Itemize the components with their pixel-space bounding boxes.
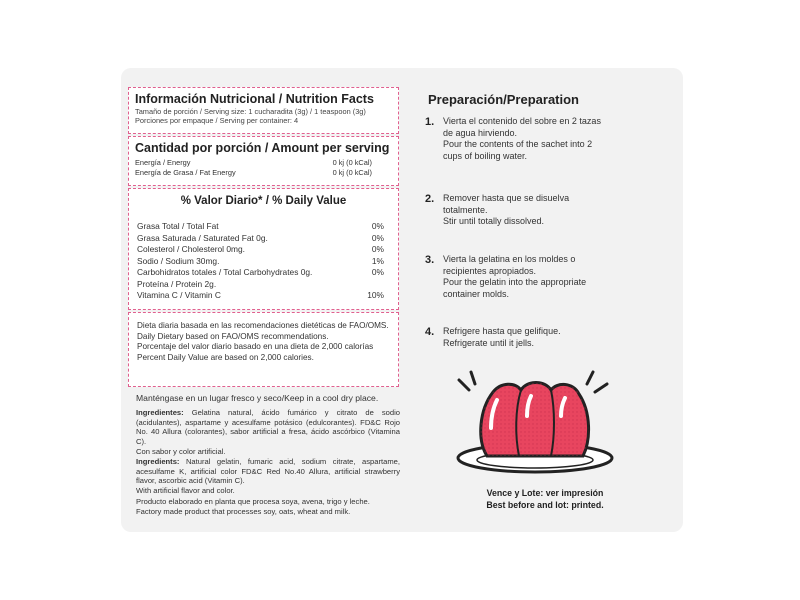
step-text-es: Vierta la gelatina en los moldes o recipientes apropiados. — [443, 254, 576, 276]
step-text-en: Pour the gelatin into the appropriate container molds. — [443, 277, 587, 299]
table-row — [137, 244, 390, 256]
step-number: 2. — [425, 193, 435, 205]
ingredients-en — [136, 457, 400, 486]
nutrient-value: 0% — [371, 244, 384, 254]
nutrient-label: Grasa Saturada / Saturated Fat 0g. — [137, 232, 268, 243]
serving-size: Tamaño de porción / Serving size: 1 cucharadita (3g) / 1 teaspoon (3g) — [135, 107, 366, 116]
step-number: 1. — [425, 116, 435, 128]
ingredients-es — [136, 408, 400, 446]
energy-value: 0 kj (0 kCal) — [332, 168, 372, 177]
energy-row — [135, 168, 392, 178]
footnote-line: Percent Daily Value are based on 2,000 calories. — [137, 352, 314, 362]
energy-value: 0 kj (0 kCal) — [332, 158, 372, 167]
step-text-en: Stir until totally dissolved. — [443, 216, 545, 226]
table-row — [137, 221, 390, 233]
daily-value-title: % Valor Diario* / % Daily Value — [180, 195, 347, 207]
nutrition-title: Información Nutricional / Nutrition Facts — [135, 92, 374, 106]
preparation-step — [425, 254, 605, 300]
diet-footnote-box — [128, 312, 399, 387]
nutrient-value: 0% — [371, 232, 384, 243]
footnote-line: Dieta diaria basada en las recomendaciones dietéticas de FAO/OMS. — [137, 321, 389, 330]
amount-title: Cantidad por porción / Amount per serving — [135, 141, 390, 155]
step-number: 4. — [425, 326, 435, 338]
energy-label: Energía / Energy — [135, 158, 191, 167]
amount-per-serving-box — [128, 136, 399, 186]
step-number: 3. — [425, 254, 435, 266]
nutrition-facts-header — [128, 87, 399, 134]
nutrient-value: 0% — [371, 221, 384, 231]
table-row — [137, 290, 390, 302]
nutrient-value — [384, 279, 390, 291]
step-text-es: Refrigere hasta que gelifique. — [443, 326, 561, 336]
factory-es: Producto elaborado en planta que procesa soya, avena, trigo y leche. — [136, 497, 370, 506]
ingredients-es-text: Gelatina natural, ácido fumárico y citrato de sodio (acidulantes), aspartame y acesulfame potásico (edulcorantes). FD&C Rojo No. 40 Allura (colorantes), sabor artificial a fresa, ácido ascórbico (Vitamina C). — [136, 408, 400, 446]
storage-note: Manténgase en un lugar fresco y seco/Keep in a cool dry place. — [136, 393, 379, 403]
factory-en: Factory made product that processes soy, oats, wheat and milk. — [136, 507, 351, 516]
nutrient-label: Vitamina C / Vitamin C — [137, 290, 221, 300]
energy-row — [135, 158, 392, 168]
table-row — [137, 233, 390, 245]
nutrient-label: Sodio / Sodium 30mg. — [137, 255, 220, 266]
ingredients-en-text: Natural gelatin, fumaric acid, sodium citrate, aspartame, acesulfame K, artificial color FD&C Red No.40 Allura, artificial strawberry flavor, ascorbic acid (Vitamin C). — [136, 457, 400, 485]
nutrient-label: Proteína / Protein 2g. — [137, 278, 217, 289]
energy-label: Energía de Grasa / Fat Energy — [135, 168, 236, 177]
nutrient-value: 1% — [371, 255, 384, 266]
nutrient-label: Carbohidratos totales / Total Carbohydrates 0g. — [137, 267, 313, 277]
nutrient-label: Colesterol / Cholesterol 0mg. — [137, 244, 245, 254]
preparation-step — [425, 116, 605, 162]
step-text-es: Vierta el contenido del sobre en 2 tazas de agua hirviendo. — [443, 116, 601, 138]
nutrient-value: 0% — [371, 267, 384, 277]
preparation-step — [425, 326, 605, 349]
nutrient-label: Grasa Total / Total Fat — [137, 221, 219, 231]
daily-value-box — [128, 188, 399, 310]
table-row — [137, 256, 390, 268]
footnote-line: Porcentaje del valor diario basado en una dieta de 2,000 calorías — [137, 342, 374, 351]
ingredients-es-label: Ingredientes: — [136, 408, 184, 417]
flavor-es: Con sabor y color artificial. — [136, 447, 226, 456]
step-text-en: Refrigerate until it jells. — [443, 337, 535, 348]
nutrient-value: 10% — [367, 290, 384, 300]
step-text-es: Remover hasta que se disuelva totalmente. — [443, 193, 570, 215]
jelly-illustration-icon — [455, 370, 615, 480]
table-row — [137, 267, 390, 279]
footnote-line: Daily Dietary based on FAO/OMS recommendations. — [137, 331, 329, 341]
ingredients-en-label: Ingredients: — [136, 457, 180, 466]
expiry-es: Vence y Lote: ver impresión — [486, 488, 604, 498]
preparation-step — [425, 193, 605, 228]
preparation-title: Preparación/Preparation — [428, 92, 579, 107]
servings-per-container: Porciones por empaque / Serving per container: 4 — [135, 116, 299, 125]
expiry-en: Best before and lot: printed. — [486, 500, 604, 510]
flavor-en: With artificial flavor and color. — [136, 486, 235, 495]
step-text-en: Pour the contents of the sachet into 2 cups of boiling water. — [443, 139, 593, 161]
table-row — [137, 279, 390, 291]
